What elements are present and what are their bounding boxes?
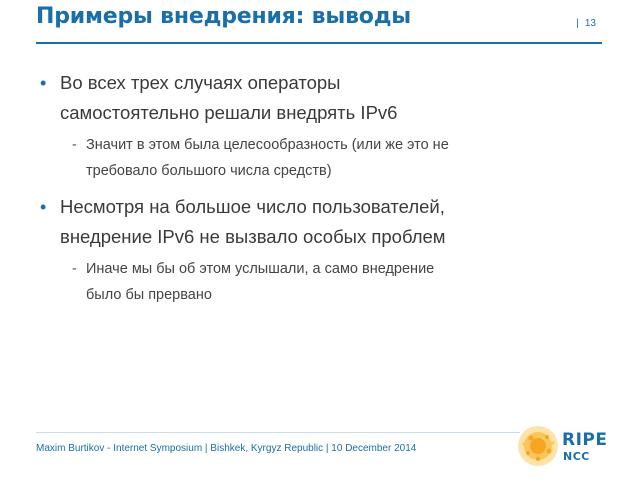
slide-title: Примеры внедрения: выводы <box>36 4 411 29</box>
bullet-marker: • <box>40 197 47 217</box>
bullet-text-line: Во всех трех случаях операторы <box>60 72 341 93</box>
page-separator: | <box>576 18 579 29</box>
logo-subwordmark: NCC <box>563 450 590 463</box>
bullet-text-line: Несмотря на большое число пользователей, <box>60 196 445 217</box>
footer-divider <box>36 432 520 433</box>
bullet-marker: • <box>40 73 47 93</box>
sub-bullet-text-line: Иначе мы бы об этом услышали, а само внедрение <box>86 261 435 277</box>
sub-bullet-text-line: требовало большого числа средств) <box>86 163 332 179</box>
ripe-ncc-logo <box>516 424 608 476</box>
sub-bullet-item <box>36 256 602 308</box>
bullet-text-line: самостоятельно решали внедрять IPv6 <box>60 102 398 123</box>
sub-bullet-text-line: Значит в этом была целесообразность (или же это не <box>86 137 449 153</box>
sub-bullet-text-line: было бы прервано <box>86 287 212 303</box>
sub-bullet-marker: - <box>72 137 77 153</box>
sub-bullet-item <box>36 132 602 184</box>
bullet-text-line: внедрение IPv6 не вызвало особых проблем <box>60 226 446 247</box>
footer-text: Maxim Burtikov - Internet Symposium | Bishkek, Kyrgyz Republic | 10 December 2014 <box>36 443 417 454</box>
title-divider <box>36 42 602 44</box>
logo-wordmark: RIPE <box>562 430 608 450</box>
bullet-item <box>36 68 602 128</box>
sub-bullet-marker: - <box>72 261 77 277</box>
page-number <box>576 18 596 29</box>
ripe-ncc-logo-icon <box>516 424 560 468</box>
bullet-item <box>36 192 602 252</box>
page-number-value: 13 <box>584 18 596 29</box>
slide-content <box>36 68 602 316</box>
